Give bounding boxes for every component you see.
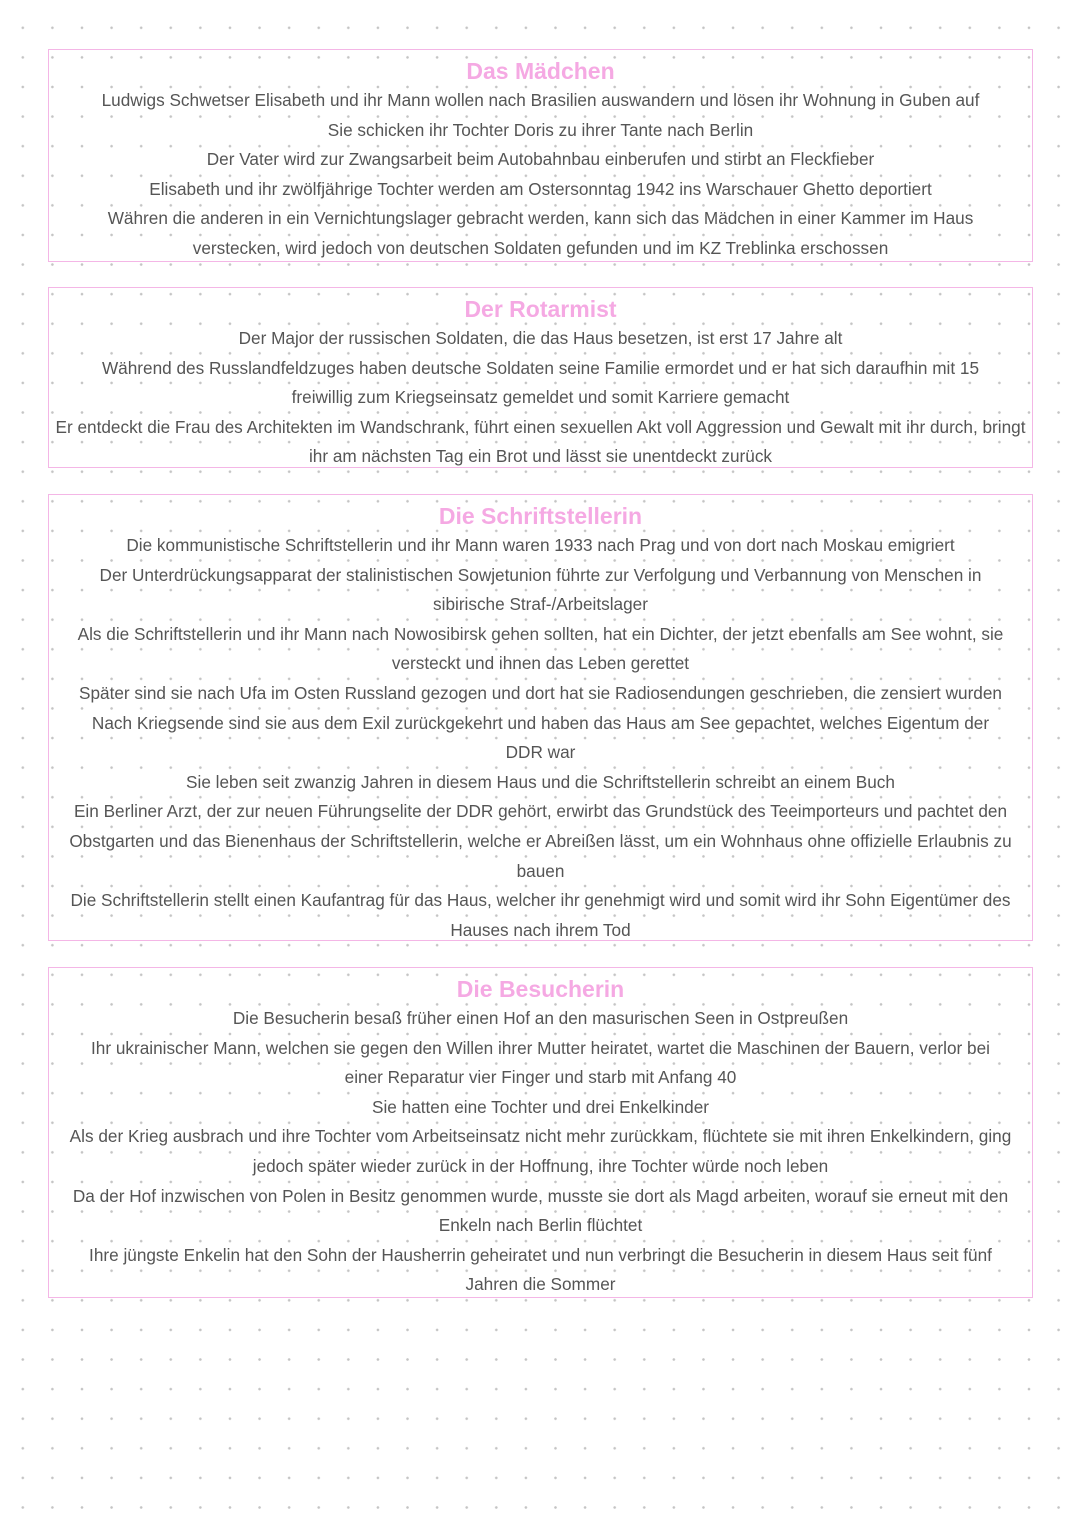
section-line: Ein Berliner Arzt, der zur neuen Führungselite der DDR gehört, erwirbt das Grundstück des Teeimporteurs und pachtet den Obstgarten und das Bienenhaus der Schriftstellerin, welche er Abreißen lässt, um ein Wohnhaus ohne offizielle Erlaubnis zu bauen [69, 801, 1012, 881]
section-line: Als die Schriftstellerin und ihr Mann nach Nowosibirsk gehen sollten, hat ein Dichter, der jetzt ebenfalls am See wohnt, sie versteckt und ihnen das Leben gerettet [77, 623, 1004, 674]
section-die-besucherin [48, 967, 1033, 1298]
section-line: Der Unterdrückungsapparat der stalinistischen Sowjetunion führte zur Verfolgung und Verbannung von Menschen in sibirische Straf-/Arbeitslager [99, 564, 982, 615]
section-line: Nach Kriegsende sind sie aus dem Exil zurückgekehrt und haben das Haus am See gepachtet, welches Eigentum der DDR war [91, 712, 990, 763]
section-line: Sie schicken ihr Tochter Doris zu ihrer Tante nach Berlin [327, 119, 754, 140]
section-line: Die Schriftstellerin stellt einen Kaufantrag für das Haus, welcher ihr genehmigt wird und somit wird ihr Sohn Eigentümer des Hauses nach ihrem Tod [70, 890, 1011, 940]
section-line: Die Besucherin besaß früher einen Hof an den masurischen Seen in Ostpreußen [232, 1008, 849, 1028]
section-der-rotarmist [48, 287, 1033, 468]
section-line: Die kommunistische Schriftstellerin und ihr Mann waren 1933 nach Prag und von dort nach Moskau emigriert [126, 535, 955, 555]
section-line: Sie hatten eine Tochter und drei Enkelkinder [372, 1096, 709, 1117]
section-line: Da der Hof inzwischen von Polen in Besitz genommen wurde, musste sie dort als Magd arbeiten, worauf sie erneut mit den Enkeln nach Berlin flüchtet [72, 1185, 1009, 1236]
section-line: Ludwigs Schwetser Elisabeth und ihr Mann wollen nach Brasilien auswandern und lösen ihr Wohnung in Guben auf [101, 90, 980, 110]
section-title: Die Besucherin [456, 976, 625, 1002]
section-das-maedchen [48, 49, 1033, 262]
section-line: Elisabeth und ihr zwölfjährige Tochter werden am Ostersonntag 1942 ins Warschauer Ghetto deportiert [149, 178, 932, 199]
section-line: Er entdeckt die Frau des Architekten im Wandschrank, führt einen sexuellen Akt voll Aggression und Gewalt mit ihr durch, bringt ihr am nächsten Tag ein Brot und lässt sie unentdeckt zurück [55, 416, 1026, 467]
section-title: Das Mädchen [466, 58, 615, 84]
section-die-schriftstellerin [48, 494, 1033, 941]
section-line: Ihr ukrainischer Mann, welchen sie gegen den Willen ihrer Mutter heiratet, wartet die Maschinen der Bauern, verlor bei einer Reparatur vier Finger und starb mit Anfang 40 [91, 1037, 990, 1088]
section-line: Während des Russlandfeldzuges haben deutsche Soldaten seine Familie ermordet und er hat sich daraufhin mit 15 freiwillig zum Kriegseinsatz gemeldet und somit Karriere gemacht [101, 357, 980, 408]
section-line: Der Vater wird zur Zwangsarbeit beim Autobahnbau einberufen und stirbt an Fleckfieber [206, 149, 875, 170]
section-line: Währen die anderen in ein Vernichtungslager gebracht werden, kann sich das Mädchen in einer Kammer im Haus verstecken, wird jedoch von deutschen Soldaten gefunden und im KZ Treblinka erschossen [107, 208, 974, 258]
section-line: Später sind sie nach Ufa im Osten Russland gezogen und dort hat sie Radiosendungen geschrieben, die zensiert wurden [79, 682, 1002, 703]
section-line: Ihre jüngste Enkelin hat den Sohn der Hausherrin geheiratet und nun verbringt die Besucherin in diesem Haus seit fünf Jahren die Sommer [89, 1244, 992, 1295]
section-title: Der Rotarmist [464, 296, 617, 322]
section-line: Der Major der russischen Soldaten, die das Haus besetzen, ist erst 17 Jahre alt [238, 328, 843, 348]
section-title: Die Schriftstellerin [438, 503, 643, 529]
section-line: Als der Krieg ausbrach und ihre Tochter vom Arbeitseinsatz nicht mehr zurückkam, flüchtete sie mit ihren Enkelkindern, ging jedoch später wieder zurück in der Hoffnung, ihre Tochter würde noch leben [69, 1126, 1012, 1176]
section-line: Sie leben seit zwanzig Jahren in diesem Haus und die Schriftstellerin schreibt an einem Buch [186, 771, 895, 792]
